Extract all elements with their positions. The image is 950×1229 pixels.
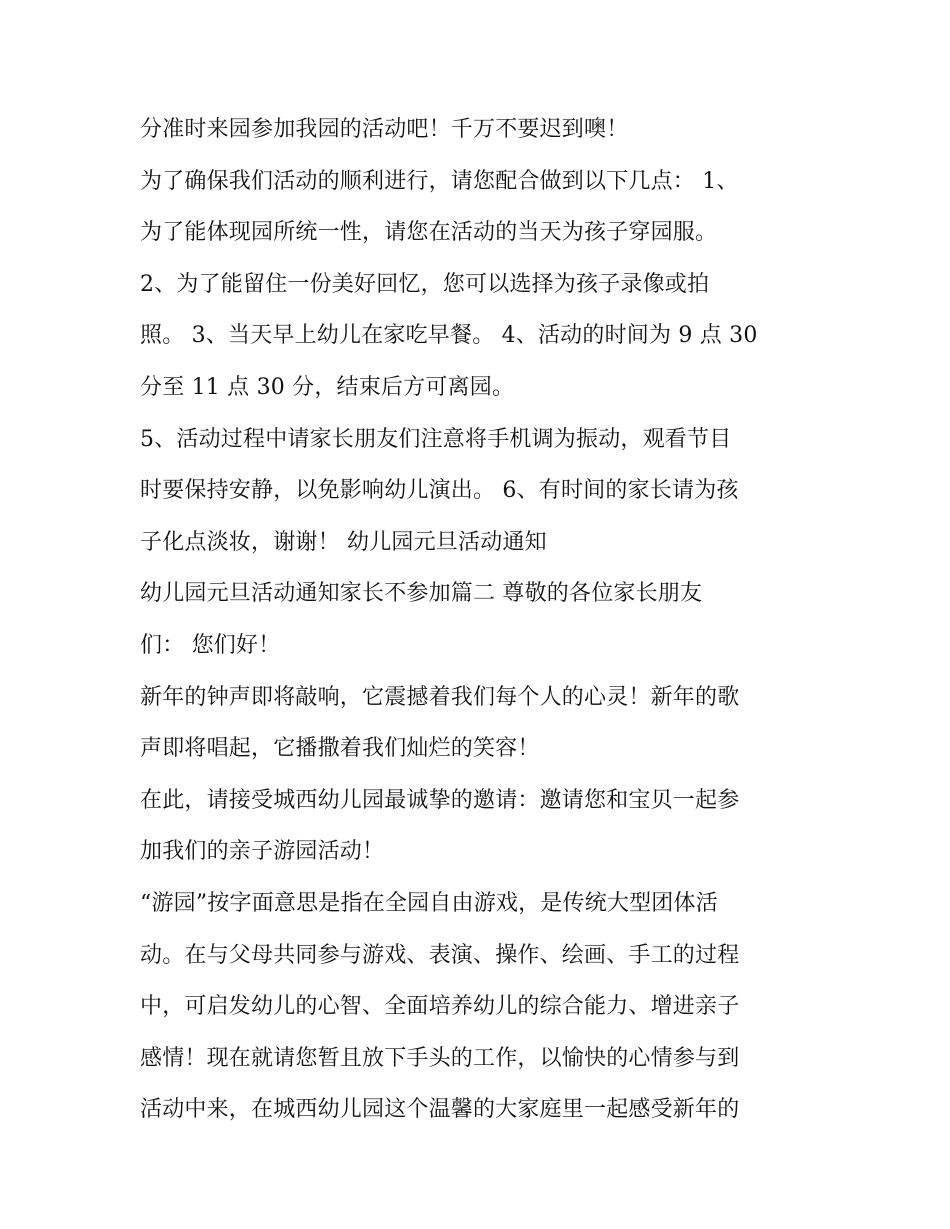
text-line: 分准时来园参加我园的活动吧！千万不要迟到噢！ — [140, 117, 629, 142]
text-line: 中，可启发幼儿的心智、全面培养幼儿的综合能力、增进亲子 — [140, 994, 740, 1020]
text-line: 新年的钟声即将敲响，它震撼着我们每个人的心灵！新年的歌 — [140, 684, 740, 710]
text-line: 在此，请接受城西幼儿园最诚挚的邀请：邀请您和宝贝一起参 — [140, 787, 740, 813]
text-line: 声即将唱起，它播撒着我们灿烂的笑容！ — [140, 736, 540, 762]
text-line: 5、活动过程中请家长朋友们注意将手机调为振动，观看节目 — [140, 426, 732, 452]
text-line: 活动中来，在城西幼儿园这个温馨的大家庭里一起感受新年的 — [140, 1097, 740, 1123]
text-line: 2、为了能留住一份美好回忆，您可以选择为孩子录像或拍 — [140, 271, 710, 297]
text-line: 照。 3、当天早上幼儿在家吃早餐。 4、活动的时间为 9 点 30 — [140, 323, 758, 349]
document-page — [140, 110, 830, 1142]
text-line: 子化点淡妆，谢谢！ 幼儿园元旦活动通知 — [140, 529, 547, 555]
text-line: 动。在与父母共同参与游戏、表演、操作、绘画、手工的过程 — [140, 942, 740, 968]
text-line: 分至 11 点 30 分，结束后方可离园。 — [140, 374, 515, 400]
text-line: 为了确保我们活动的顺利进行，请您配合做到以下几点： 1、 — [140, 168, 739, 194]
text-line: 为了能体现园所统一性，请您在活动的当天为孩子穿园服。 — [140, 220, 718, 246]
text-line: “游园”按字面意思是指在全园自由游戏，是传统大型团体活 — [140, 890, 718, 916]
text-line: 感情！现在就请您暂且放下手头的工作，以愉快的心情参与到 — [140, 1045, 740, 1071]
text-line: 加我们的亲子游园活动！ — [140, 839, 385, 865]
text-line: 时要保持安静，以免影响幼儿演出。 6、有时间的家长请为孩 — [140, 478, 739, 504]
text-line: 们： 您们好！ — [140, 632, 281, 658]
text-line: 幼儿园元旦活动通知家长不参加篇二 尊敬的各位家长朋友 — [140, 581, 703, 607]
